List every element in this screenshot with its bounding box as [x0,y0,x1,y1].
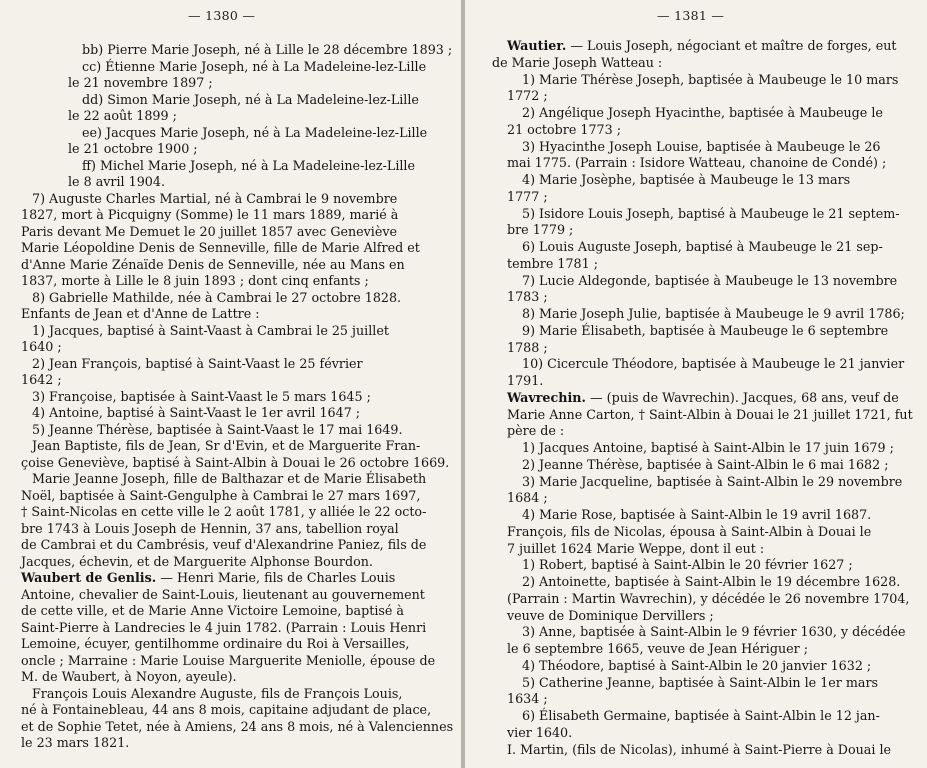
left-page-line: M. de Waubert, à Noyon, ayeule). [21,669,237,684]
right-page-line: veuve de Dominique Dervillers ; [507,607,714,623]
right-page-line: 1) Marie Thérèse Joseph, baptisée à Maubeuge le 10 mars [522,71,899,87]
left-page-line: Lemoine, écuyer, gentilhomme ordinaire du Roi à Versailles, [21,636,410,651]
left-page-line: 7) Auguste Charles Martial, né à Cambrai le 9 novembre [32,190,398,206]
left-page-line: Enfants de Jean et d'Anne de Lattre : [21,306,260,321]
right-page-line: 1684 ; [507,490,548,506]
left-page-line: Saint-Pierre à Landrecies le 4 juin 1782. (Parrain : Louis Henri [21,619,427,635]
entry-heading: Waubert de Genlis. [21,570,157,585]
left-page-line: Antoine, chevalier de Saint-Louis, lieutenant au gouvernement [21,586,425,602]
right-page-line: 1772 ; [507,88,548,104]
right-page-line: 3) Marie Jacqueline, baptisée à Saint-Albin le 29 novembre [522,473,903,489]
right-page-line: 9) Marie Élisabeth, baptisée à Maubeuge le 6 septembre [522,322,889,338]
left-page-number: — 1380 — [188,8,256,23]
left-page-line: Marie Léopoldine Denis de Senneville, fille de Marie Alfred et [21,240,420,255]
right-page-line: 8) Marie Joseph Julie, baptisée à Maubeuge le 9 avril 1786; [522,306,905,321]
right-page-line: Wavrechin. — (puis de Wavrechin). Jacques, 68 ans, veuf de [507,389,899,405]
left-page-line: † Saint-Nicolas en cette ville le 2 août 1781, y alliée le 22 octo- [21,504,427,519]
left-page-line: 1827, mort à Picquigny (Somme) le 11 mars 1889, marié à [21,207,399,222]
left-page-line: et de Sophie Tetet, née à Amiens, 24 ans 8 mois, né à Valenciennes [21,718,454,734]
left-page-line: Paris devant Me Demuet le 20 juillet 1857 avec Geneviève [21,223,398,239]
right-page-line: 1) Robert, baptisé à Saint-Albin le 20 février 1627 ; [522,557,853,573]
right-page-line: de Marie Joseph Watteau : [492,54,663,70]
right-page-line: 4) Théodore, baptisé à Saint-Albin le 20 janvier 1632 ; [522,657,872,673]
left-page-line: Marie Jeanne Joseph, fille de Balthazar et de Marie Élisabeth [32,471,427,486]
right-page-line: 6) Louis Auguste Joseph, baptisé à Maubeuge le 21 sep- [522,239,883,254]
left-page-line: 3) Françoise, baptisée à Saint-Vaast le 5 mars 1645 ; [32,388,371,404]
right-page-line: François, fils de Nicolas, épousa à Saint-Albin à Douai le [507,523,872,539]
right-page-line: I. Martin, (fils de Nicolas), inhumé à Saint-Pierre à Douai le [507,741,892,757]
right-page-line: 1791. [507,373,544,388]
right-page-line: 5) Catherine Jeanne, baptisée à Saint-Albin le 1er mars [522,674,879,690]
right-page-number: — 1381 — [657,8,725,23]
right-page-line: 2) Antoinette, baptisée à Saint-Albin le 19 décembre 1628. [522,574,901,589]
right-page-line: 7 juillet 1624 Marie Weppe, dont il eut : [507,540,765,556]
right-page-line: (Parrain : Martin Wavrechin), y décédée le 26 novembre 1704, [507,590,910,606]
right-page-line: 1) Jacques Antoine, baptisé à Saint-Albin le 17 juin 1679 ; [522,440,894,455]
entry-heading: Wautier. [507,38,567,53]
right-page-line: 3) Hyacinthe Joseph Louise, baptisée à Maubeuge le 26 [522,138,881,154]
left-page-line: né à Fontainebleau, 44 ans 8 mois, capitaine adjudant de place, [21,702,432,717]
left-page-line: le 21 octobre 1900 ; [68,141,198,156]
right-page-line: vier 1640. [507,724,573,740]
left-page-line: ee) Jacques Marie Joseph, né à La Madeleine-lez-Lille [82,124,428,140]
right-page-line: tembre 1781 ; [507,255,598,271]
right-page-line: 4) Marie Rose, baptisée à Saint-Albin le 19 avril 1687. [522,507,872,522]
left-page-line: de Cambrai et du Cambrésis, veuf d'Alexandrine Paniez, fils de [21,537,427,552]
entry-heading: Wavrechin. [507,389,586,405]
left-page-line: Noël, baptisée à Saint-Gengulphe à Cambrai le 27 mars 1697, [21,487,421,503]
left-page-line: 4) Antoine, baptisé à Saint-Vaast le 1er avril 1647 ; [32,405,361,420]
left-page-line: d'Anne Marie Zénaïde Denis de Senneville, née au Mans en [21,256,405,272]
right-page-line: Wautier. — Louis Joseph, négociant et maître de forges, eut [507,38,897,53]
left-page-line: 1) Jacques, baptisé à Saint-Vaast à Cambrai le 25 juillet [32,322,389,338]
left-page-line: le 23 mars 1821. [21,735,130,750]
left-page-line: François Louis Alexandre Auguste, fils de François Louis, [32,685,403,701]
left-page-line: le 22 août 1899 ; [68,108,177,123]
left-page-line: de cette ville, et de Marie Anne Victoire Lemoine, baptisé à [21,603,404,618]
right-page-line: 2) Jeanne Thérèse, baptisée à Saint-Albin le 6 mai 1682 ; [522,456,889,472]
right-page-line: 2) Angélique Joseph Hyacinthe, baptisée à Maubeuge le [522,105,883,120]
right-page-line: Marie Anne Carton, † Saint-Albin à Douai le 21 juillet 1721, fut [507,406,913,422]
right-page-line: 4) Marie Josèphe, baptisée à Maubeuge le 13 mars [522,172,851,187]
right-page-line: 7) Lucie Aldegonde, baptisée à Maubeuge le 13 novembre [522,272,898,288]
left-page-line: 1837, morte à Lille le 8 juin 1893 ; dont cinq enfants ; [21,273,369,288]
left-page-line: bre 1743 à Louis Joseph de Hennin, 37 ans, tabellion royal [21,520,399,536]
right-page-line: 1788 ; [507,339,548,355]
left-page-line: Jacques, échevin, et de Marguerite Alphonse Bourdon. [21,553,373,569]
right-page-line: 10) Cicercule Théodore, baptisée à Maubeuge le 21 janvier [522,356,905,372]
left-page-line: le 21 novembre 1897 ; [68,75,213,90]
left-page-line: bb) Pierre Marie Joseph, né à Lille le 28 décembre 1893 ; [82,42,453,57]
left-page-line: Waubert de Genlis. — Henri Marie, fils de Charles Louis [21,570,396,585]
left-page-line: 8) Gabrielle Mathilde, née à Cambrai le 27 octobre 1828. [32,289,402,305]
left-page-line: le 8 avril 1904. [68,174,165,189]
left-page-line: cc) Étienne Marie Joseph, né à La Madeleine-lez-Lille [82,58,427,74]
left-page-line: 5) Jeanne Thérèse, baptisée à Saint-Vaast le 17 mai 1649. [32,421,403,437]
left-page-line: 1642 ; [21,372,62,387]
left-page [0,0,461,768]
right-page-line: père de : [507,423,565,439]
right-page-line: le 6 septembre 1665, veuve de Jean Hériguer ; [507,641,809,656]
left-page-line: dd) Simon Marie Joseph, né à La Madeleine-lez-Lille [82,91,419,107]
left-page-line: oncle ; Marraine : Marie Louise Marguerite Meniolle, épouse de [21,652,436,668]
right-page-line: 1783 ; [507,289,548,305]
right-page-line: mai 1775. (Parrain : Isidore Watteau, chanoine de Condé) ; [507,155,887,171]
left-page-line: çoise Geneviève, baptisé à Saint-Albin à Douai le 26 octobre 1669. [21,454,450,470]
left-page-line: 2) Jean François, baptisé à Saint-Vaast le 25 février [32,355,363,371]
right-page [465,0,927,768]
right-page-line: 5) Isidore Louis Joseph, baptisé à Maubeuge le 21 septem- [522,205,900,221]
right-page-line: 1634 ; [507,691,548,707]
right-page-line: 3) Anne, baptisée à Saint-Albin le 9 février 1630, y décédée [522,624,906,640]
left-page-line: 1640 ; [21,339,62,354]
left-page-line: ff) Michel Marie Joseph, né à La Madeleine-lez-Lille [82,157,415,173]
right-page-line: 6) Élisabeth Germaine, baptisée à Saint-Albin le 12 jan- [522,708,880,723]
right-page-line: bre 1779 ; [507,222,574,238]
right-page-line: 1777 ; [507,188,548,204]
right-page-line: 21 octobre 1773 ; [507,121,621,137]
left-page-line: Jean Baptiste, fils de Jean, Sr d'Evin, et de Marguerite Fran- [32,438,421,453]
